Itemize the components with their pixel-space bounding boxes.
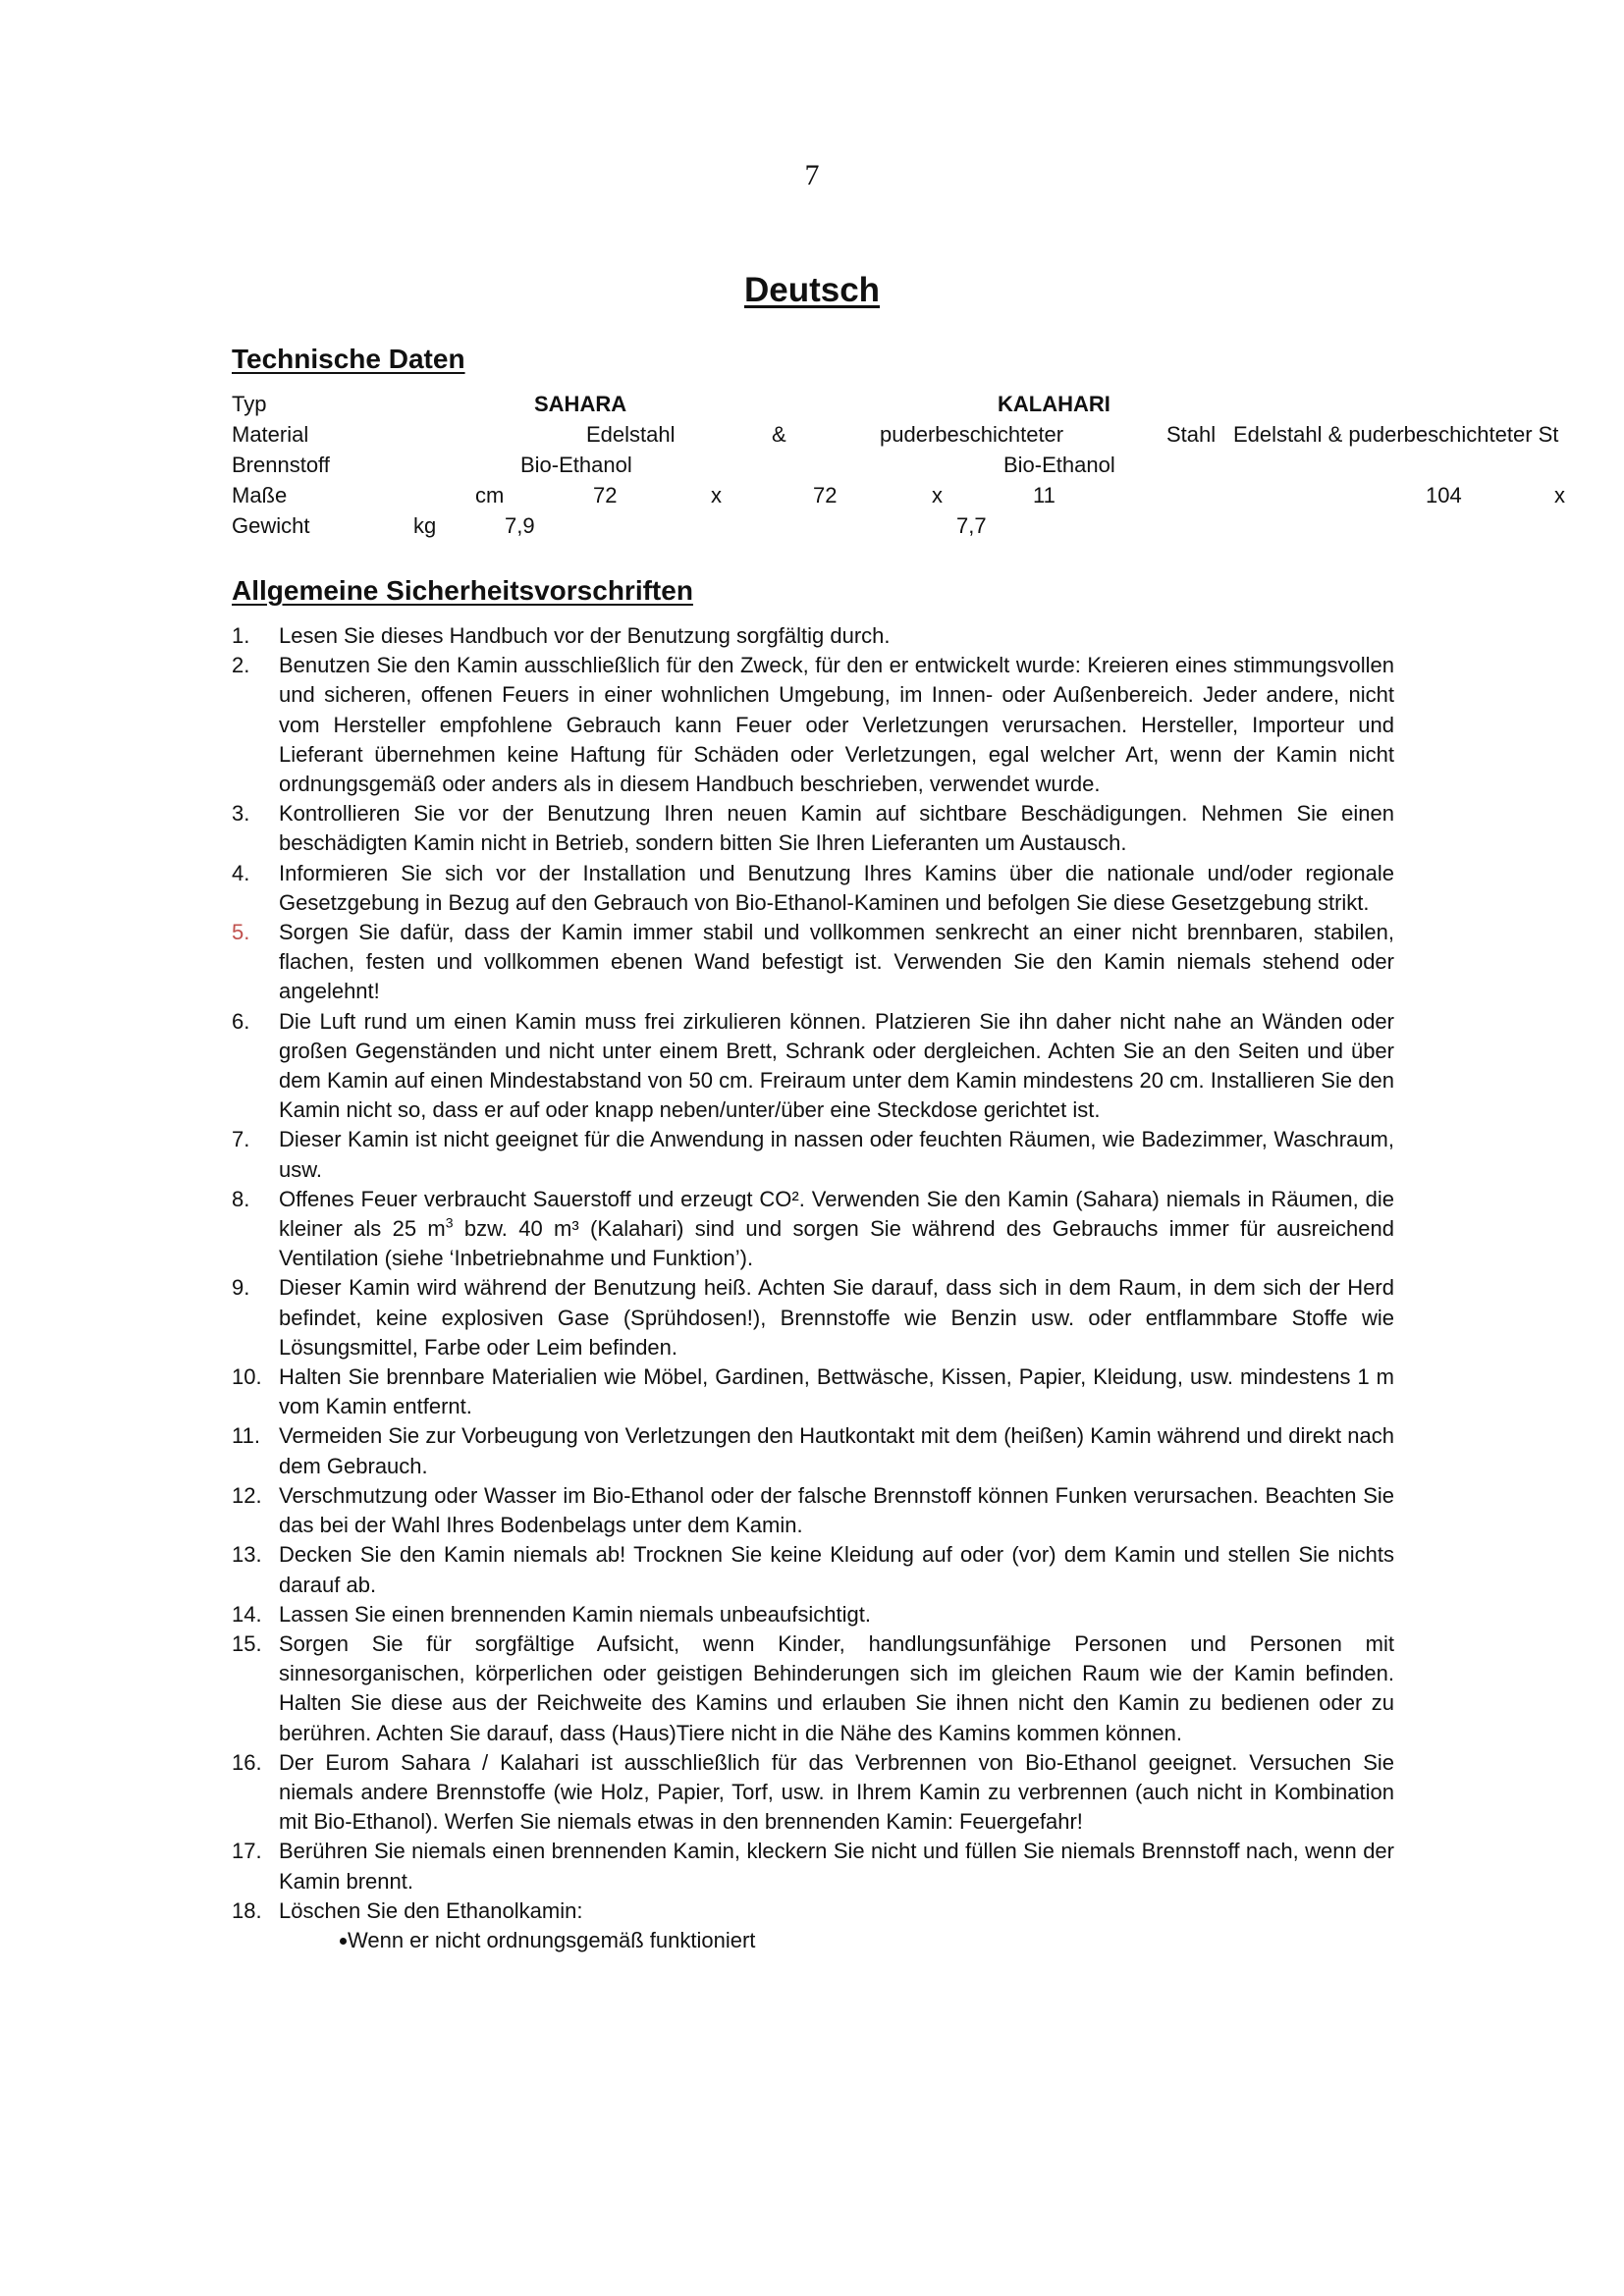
rule-text: Lesen Sie dieses Handbuch vor der Benutzung sorgfältig durch.	[279, 623, 891, 648]
rule-number: 4.	[232, 860, 250, 885]
superscript: 3	[445, 1214, 454, 1231]
rule-number: 3.	[232, 801, 250, 827]
safety-rule-12	[232, 1481, 1394, 1540]
fuel-kalahari: Bio-Ethanol	[1003, 453, 1115, 477]
weight-sahara: 7,9	[505, 513, 535, 538]
weight-kalahari: 7,7	[956, 513, 987, 538]
safety-rule-9	[232, 1273, 1394, 1362]
rule-text: Berühren Sie niemals einen brennenden Kamin, kleckern Sie nicht und füllen Sie niemals Brennstoff nach, wenn der Kamin brennt.	[279, 1839, 1394, 1894]
rule-number: 14.	[232, 1601, 262, 1627]
dims-kalahari-width: 104	[1426, 483, 1462, 507]
rule-text: Decken Sie den Kamin niemals ab! Trocknen Sie keine Kleidung auf oder (vor) dem Kamin und stellen Sie nichts darauf ab.	[279, 1542, 1394, 1597]
material-sahara-1: Edelstahl	[586, 422, 676, 447]
safety-rule-18-bullet	[232, 1926, 1394, 1955]
rule-text: Benutzen Sie den Kamin ausschließlich für den Zweck, für den er entwickelt wurde: Kreieren eines stimmungsvollen und sicheren, offenen Feuers in einer wohnlichen Umgebung, im Innen- oder Außenbereich. Jeder andere, nicht vom Hersteller empfohlene Gebrauch kann Feuer oder Verletzungen verursachen. Hersteller, Importeur und Lieferant übernehmen keine Haftung für Schäden oder Verletzungen, egal welcher Art, wenn der Kamin nicht ordnungsgemäß oder anders als in diesem Handbuch beschrieben, verwendet wurde.	[279, 653, 1394, 797]
safety-rule-3	[232, 799, 1394, 858]
rule-text: Die Luft rund um einen Kamin muss frei zirkulieren können. Platzieren Sie ihn daher nicht nahe an Wänden oder großen Gegenständen und nicht unter einem Brett, Schrank oder dergleichen. Achten Sie an den Seiten und über dem Kamin auf einen Mindestabstand von 50 cm. Freiraum unter dem Kamin mindestens 20 cm. Installieren Sie den Kamin nicht so, dass er auf oder knapp neben/unter/über eine Steckdose gerichtet ist.	[279, 1008, 1394, 1123]
safety-rule-11	[232, 1421, 1394, 1480]
typ-label: Typ	[232, 392, 267, 416]
dims-sep-3: x	[1554, 483, 1565, 507]
rule-number: 12.	[232, 1482, 262, 1508]
safety-rule-4	[232, 859, 1394, 918]
rule-text: Verschmutzung oder Wasser im Bio-Ethanol oder der falsche Brennstoff können Funken verursachen. Beachten Sie das bei der Wahl Ihres Bodenbelags unter dem Kamin.	[279, 1482, 1394, 1538]
rule-number: 5.	[232, 920, 250, 945]
dims-sep-2: x	[932, 483, 943, 507]
model-kalahari: KALAHARI	[998, 392, 1110, 416]
rule-number: 18.	[232, 1897, 262, 1923]
rule-number: 10.	[232, 1364, 262, 1390]
dims-sahara-depth: 11	[1033, 483, 1056, 507]
bullet-icon	[340, 1938, 347, 1945]
material-label: Material	[232, 422, 309, 447]
rule-text: Löschen Sie den Ethanolkamin:	[279, 1897, 583, 1923]
page-number: 7	[804, 159, 820, 191]
material-sahara-3: puderbeschichteter	[880, 422, 1064, 447]
rule-number: 7.	[232, 1127, 250, 1152]
tech-data-heading: Technische Daten	[232, 344, 465, 374]
weight-label: Gewicht	[232, 513, 310, 538]
safety-heading: Allgemeine Sicherheitsvorschriften	[232, 575, 693, 606]
rule-text: Informieren Sie sich vor der Installation und Benutzung Ihres Kamins über die nationale und/oder regionale Gesetzgebung in Bezug auf den Gebrauch von Bio-Ethanol-Kaminen und befolgen Sie diese Gesetzgebung strikt.	[279, 860, 1394, 915]
safety-rule-1	[232, 621, 1394, 651]
safety-rule-17	[232, 1837, 1394, 1896]
dims-label: Maße	[232, 483, 288, 507]
rule-text: Kontrollieren Sie vor der Benutzung Ihren neuen Kamin auf sichtbare Beschädigungen. Nehmen Sie einen beschädigten Kamin nicht in Betrieb, sondern bitten Sie Ihren Lieferanten um Austausch.	[279, 801, 1394, 856]
rule-text-before: Offenes Feuer verbraucht Sauerstoff und erzeugt CO². Verwenden Sie den Kamin (Sahara) niemals in Räumen, die kleiner als 25 m	[279, 1186, 1394, 1242]
safety-rule-18	[232, 1896, 1394, 1926]
safety-rule-10	[232, 1362, 1394, 1421]
safety-rule-5	[232, 918, 1394, 1007]
rule-text: Dieser Kamin wird während der Benutzung heiß. Achten Sie darauf, dass sich in dem Raum, in dem sich der Herd befindet, keine explosiven Gase (Sprühdosen!), Brennstoffe wie Benzin usw. oder entflammbare Stoffe wie Lösungsmittel, Farbe oder Leim befinden.	[279, 1275, 1394, 1360]
safety-rule-6	[232, 1007, 1394, 1126]
safety-rule-2	[232, 651, 1394, 799]
safety-rule-15	[232, 1629, 1394, 1748]
rule-text-after: bzw. 40 m³ (Kalahari) sind und sorgen Sie während des Gebrauchs immer für ausreichend Ventilation (siehe ‘Inbetriebnahme und Funktion’).	[279, 1216, 1395, 1271]
safety-rules-list	[232, 621, 1394, 1955]
rule-text: Halten Sie brennbare Materialien wie Möbel, Gardinen, Bettwäsche, Kissen, Papier, Kleidung, usw. mindestens 1 m vom Kamin entfernt.	[279, 1364, 1394, 1419]
dims-sep-1: x	[711, 483, 722, 507]
rule-number: 6.	[232, 1008, 250, 1034]
rule-number: 17.	[232, 1839, 262, 1864]
fuel-sahara: Bio-Ethanol	[520, 453, 632, 477]
safety-rule-8	[232, 1185, 1394, 1274]
rule-text: Sorgen Sie für sorgfältige Aufsicht, wenn Kinder, handlungsunfähige Personen und Personen mit sinnesorganischen, körperlichen oder geistigen Behinderungen sich im gleichen Raum wie der Kamin befinden. Halten Sie diese aus der Reichweite des Kamins und erlauben Sie ihnen nicht den Kamin zu bedienen oder zu berühren. Achten Sie darauf, dass (Haus)Tiere nicht in die Nähe des Kamins kommen können.	[279, 1630, 1394, 1745]
rule-text: Lassen Sie einen brennenden Kamin niemals unbeaufsichtigt.	[279, 1601, 871, 1627]
bullet-text: Wenn er nicht ordnungsgemäß funktioniert	[348, 1927, 756, 1952]
safety-rule-7	[232, 1125, 1394, 1184]
material-sahara-2: &	[772, 422, 786, 447]
rule-number: 15.	[232, 1630, 262, 1656]
dims-sahara-height: 72	[813, 483, 838, 507]
rule-number: 13.	[232, 1542, 262, 1568]
weight-unit: kg	[413, 513, 437, 538]
rule-number: 8.	[232, 1186, 250, 1211]
dims-sahara-width: 72	[593, 483, 618, 507]
model-sahara: SAHARA	[534, 392, 627, 416]
rule-number: 11.	[232, 1423, 260, 1449]
fuel-label: Brennstoff	[232, 453, 330, 477]
material-sahara-4: Stahl	[1166, 422, 1217, 447]
rule-text: Der Eurom Sahara / Kalahari ist ausschließlich für das Verbrennen von Bio-Ethanol geeignet. Versuchen Sie niemals andere Brennstoffe (wie Holz, Papier, Torf, usw. in Ihrem Kamin zu verbrennen (auch nicht in Kombination mit Bio-Ethanol). Werfen Sie niemals etwas in den brennenden Kamin: Feuergefahr!	[279, 1749, 1394, 1835]
rule-number: 16.	[232, 1749, 262, 1775]
rule-text: Dieser Kamin ist nicht geeignet für die Anwendung in nassen oder feuchten Räumen, wie Badezimmer, Waschraum, usw.	[279, 1127, 1394, 1182]
safety-rule-16	[232, 1748, 1394, 1838]
rule-text	[279, 1187, 1394, 1270]
language-heading: Deutsch	[743, 271, 881, 309]
rule-number: 1.	[232, 623, 250, 648]
safety-rule-13	[232, 1540, 1394, 1599]
rule-number: 2.	[232, 653, 250, 678]
safety-rule-14	[232, 1600, 1394, 1629]
material-kalahari: Edelstahl & puderbeschichteter St	[1233, 422, 1559, 447]
rule-number: 9.	[232, 1275, 250, 1301]
rule-text: Vermeiden Sie zur Vorbeugung von Verletzungen den Hautkontakt mit dem (heißen) Kamin während und direkt nach dem Gebrauch.	[279, 1423, 1394, 1478]
dims-unit: cm	[475, 483, 505, 507]
rule-text: Sorgen Sie dafür, dass der Kamin immer stabil und vollkommen senkrecht an einer nicht brennbaren, stabilen, flachen, festen und vollkommen ebenen Wand befestigt ist. Verwenden Sie den Kamin niemals stehend oder angelehnt!	[279, 920, 1394, 1004]
